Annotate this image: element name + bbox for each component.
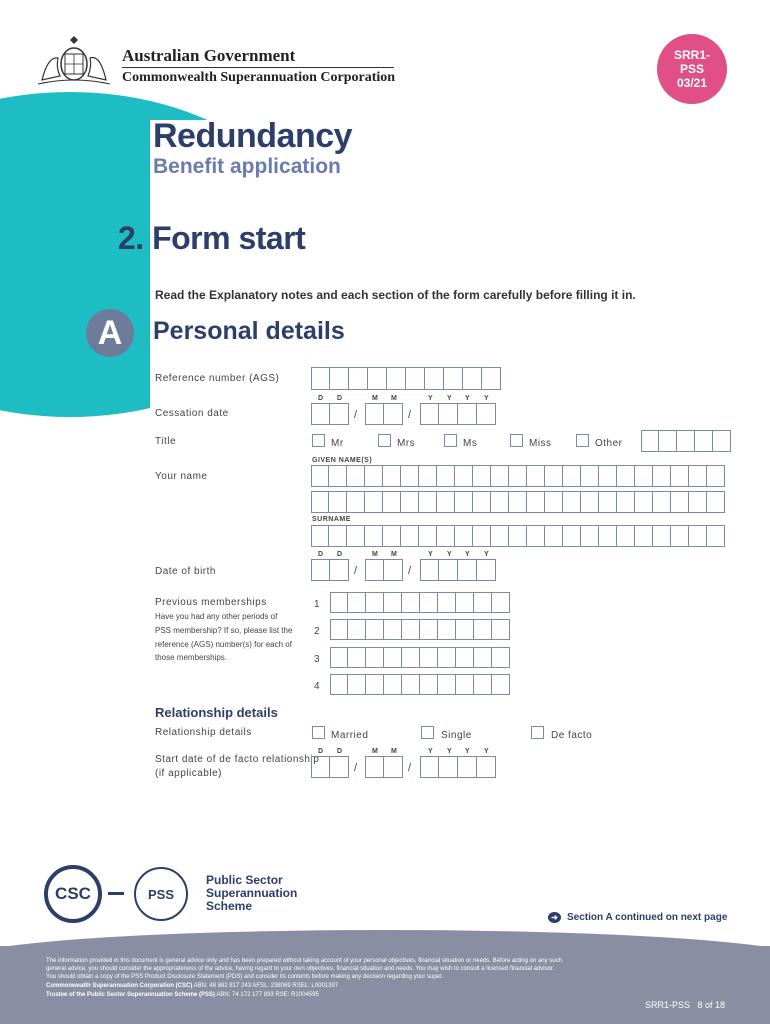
date-letter: Y <box>465 395 470 402</box>
date-separator: / <box>408 409 412 421</box>
date-separator: / <box>408 762 412 774</box>
arrow-right-icon: ➜ <box>548 912 561 923</box>
previous-help-text: reference (AGS) number(s) for each of <box>155 640 292 649</box>
header-divider <box>122 67 394 68</box>
instruction-text: Read the Explanatory notes and each section of the form carefully before filling it in. <box>155 288 636 302</box>
form-start-heading: 2. Form start <box>118 220 306 256</box>
pss-logo: PSS <box>134 867 188 921</box>
defacto-month-input[interactable] <box>365 756 403 778</box>
title-mrs-checkbox[interactable] <box>378 434 391 447</box>
previous-memberships-label: Previous memberships <box>155 597 267 608</box>
membership-row-number: 1 <box>314 599 321 610</box>
org-name: Australian Government <box>122 46 296 65</box>
membership-1-input[interactable] <box>330 592 510 613</box>
single-checkbox[interactable] <box>421 726 434 739</box>
given-names-input-line2[interactable] <box>311 491 725 513</box>
scheme-line: Superannuation <box>206 886 298 900</box>
cessation-month-input[interactable] <box>365 403 403 425</box>
date-letter: D <box>337 748 343 755</box>
previous-help-text: Have you had any other periods of <box>155 612 278 621</box>
scheme-line: Scheme <box>206 899 253 913</box>
married-checkbox[interactable] <box>312 726 325 739</box>
surname-label: SURNAME <box>312 516 351 523</box>
scheme-name <box>206 874 297 913</box>
date-letter: M <box>372 748 378 755</box>
dob-day-input[interactable] <box>311 559 349 581</box>
disclaimer-text: general advice, you should consider the appropriateness of the advice, having regard to your own objectives, financial situation and needs. You may wish to consult a licensed financial advisor. <box>46 966 555 972</box>
dob-month-input[interactable] <box>365 559 403 581</box>
page-title: Redundancy <box>153 117 353 155</box>
csc-name: Commonwealth Superannuation Corporation (CSC) <box>46 983 193 989</box>
page-subtitle: Benefit application <box>153 155 341 178</box>
date-letter: M <box>372 551 378 558</box>
form-code-line: 03/21 <box>676 76 708 90</box>
disclaimer-text: You should obtain a copy of the PSS Product Disclosure Statement (PDS) and consider its contents before making any decision regarding your super. <box>46 974 444 980</box>
date-separator: / <box>408 565 412 577</box>
csc-numbers: ABN: 48 882 817 243 AFSL: 238069 RSEL: L0001397 <box>192 983 339 989</box>
title-other-input[interactable] <box>641 430 731 452</box>
title-other-checkbox[interactable] <box>576 434 589 447</box>
date-letter: Y <box>428 551 433 558</box>
date-letter: Y <box>465 551 470 558</box>
coat-of-arms-icon <box>34 36 114 88</box>
form-code-line: SRR1- <box>673 48 710 62</box>
defacto-day-input[interactable] <box>311 756 349 778</box>
date-letter: M <box>391 395 397 402</box>
de-facto-start-note: (if applicable) <box>155 768 222 779</box>
cessation-date-label: Cessation date <box>155 408 229 419</box>
given-names-input-line1[interactable] <box>311 465 725 487</box>
relationship-label: Relationship details <box>155 727 252 738</box>
date-letter: Y <box>447 551 452 558</box>
title-mrs-label: Mrs <box>397 438 416 449</box>
date-letter: Y <box>428 748 433 755</box>
membership-3-input[interactable] <box>330 647 510 668</box>
date-letter: Y <box>484 551 489 558</box>
de-facto-start-label: Start date of de facto relationship <box>155 754 320 765</box>
continued-text: Section A continued on next page <box>567 912 728 924</box>
date-letter: D <box>337 395 343 402</box>
cessation-day-input[interactable] <box>311 403 349 425</box>
membership-row-number: 3 <box>314 654 321 665</box>
title-ms-label: Ms <box>463 438 478 449</box>
reference-number-input[interactable] <box>311 367 501 390</box>
previous-help-text: PSS membership? If so, please list the <box>155 626 293 635</box>
form-code-line: PSS <box>679 62 704 76</box>
scheme-line: Public Sector <box>206 873 283 887</box>
single-label: Single <box>441 730 472 741</box>
date-separator: / <box>354 409 358 421</box>
date-letter: D <box>318 748 324 755</box>
date-letter: D <box>318 395 324 402</box>
title-miss-label: Miss <box>529 438 552 449</box>
trustee-details <box>46 992 319 998</box>
defacto-year-input[interactable] <box>420 756 496 778</box>
section-badge: A <box>86 309 134 357</box>
membership-4-input[interactable] <box>330 674 510 695</box>
date-letter: Y <box>484 395 489 402</box>
relationship-heading: Relationship details <box>155 705 278 720</box>
previous-help-text: those memberships. <box>155 653 228 662</box>
date-separator: / <box>354 565 358 577</box>
page-count: 8 of 18 <box>697 1000 726 1010</box>
logo-dash <box>108 892 124 895</box>
date-letter: Y <box>447 395 452 402</box>
continued-note <box>548 912 727 923</box>
title-ms-checkbox[interactable] <box>444 434 457 447</box>
page-number <box>645 1000 725 1010</box>
date-of-birth-label: Date of birth <box>155 566 216 577</box>
date-letter: D <box>318 551 324 558</box>
trustee-numbers: ABN: 74 172 177 893 RSE: R1004595 <box>215 992 319 998</box>
form-code-badge <box>657 34 727 104</box>
csc-details <box>46 983 338 989</box>
dob-year-input[interactable] <box>420 559 496 581</box>
page-code: SRR1-PSS <box>645 1000 691 1010</box>
membership-row-number: 2 <box>314 626 321 637</box>
title-mr-label: Mr <box>331 438 344 449</box>
trustee-name: Trustee of the Public Sector Superannuation Scheme (PSS) <box>46 992 216 998</box>
membership-2-input[interactable] <box>330 619 510 640</box>
date-letter: Y <box>447 748 452 755</box>
title-miss-checkbox[interactable] <box>510 434 523 447</box>
cessation-year-input[interactable] <box>420 403 496 425</box>
date-letter: D <box>337 551 343 558</box>
disclaimer-text: The information provided in this document is general advice only and has been prepared without taking account of your personal objectives, financial situation or needs. Before acting on any such <box>46 958 562 964</box>
title-other-label: Other <box>595 438 623 449</box>
membership-row-number: 4 <box>314 681 321 692</box>
date-letter: Y <box>484 748 489 755</box>
division-name: Commonwealth Superannuation Corporation <box>122 70 396 85</box>
date-letter: M <box>372 395 378 402</box>
csc-logo: CSC <box>44 865 102 923</box>
married-label: Married <box>331 730 369 741</box>
section-title: Personal details <box>153 317 345 345</box>
de-facto-checkbox[interactable] <box>531 726 544 739</box>
reference-number-label: Reference number (AGS) <box>155 373 280 384</box>
date-letter: M <box>391 551 397 558</box>
title-label: Title <box>155 436 177 447</box>
surname-input[interactable] <box>311 525 725 547</box>
date-separator: / <box>354 762 358 774</box>
title-mr-checkbox[interactable] <box>312 434 325 447</box>
your-name-label: Your name <box>155 471 208 482</box>
date-letter: Y <box>465 748 470 755</box>
de-facto-label: De facto <box>551 730 593 741</box>
date-letter: Y <box>428 395 433 402</box>
date-letter: M <box>391 748 397 755</box>
given-names-label: GIVEN NAME(S) <box>312 457 373 464</box>
